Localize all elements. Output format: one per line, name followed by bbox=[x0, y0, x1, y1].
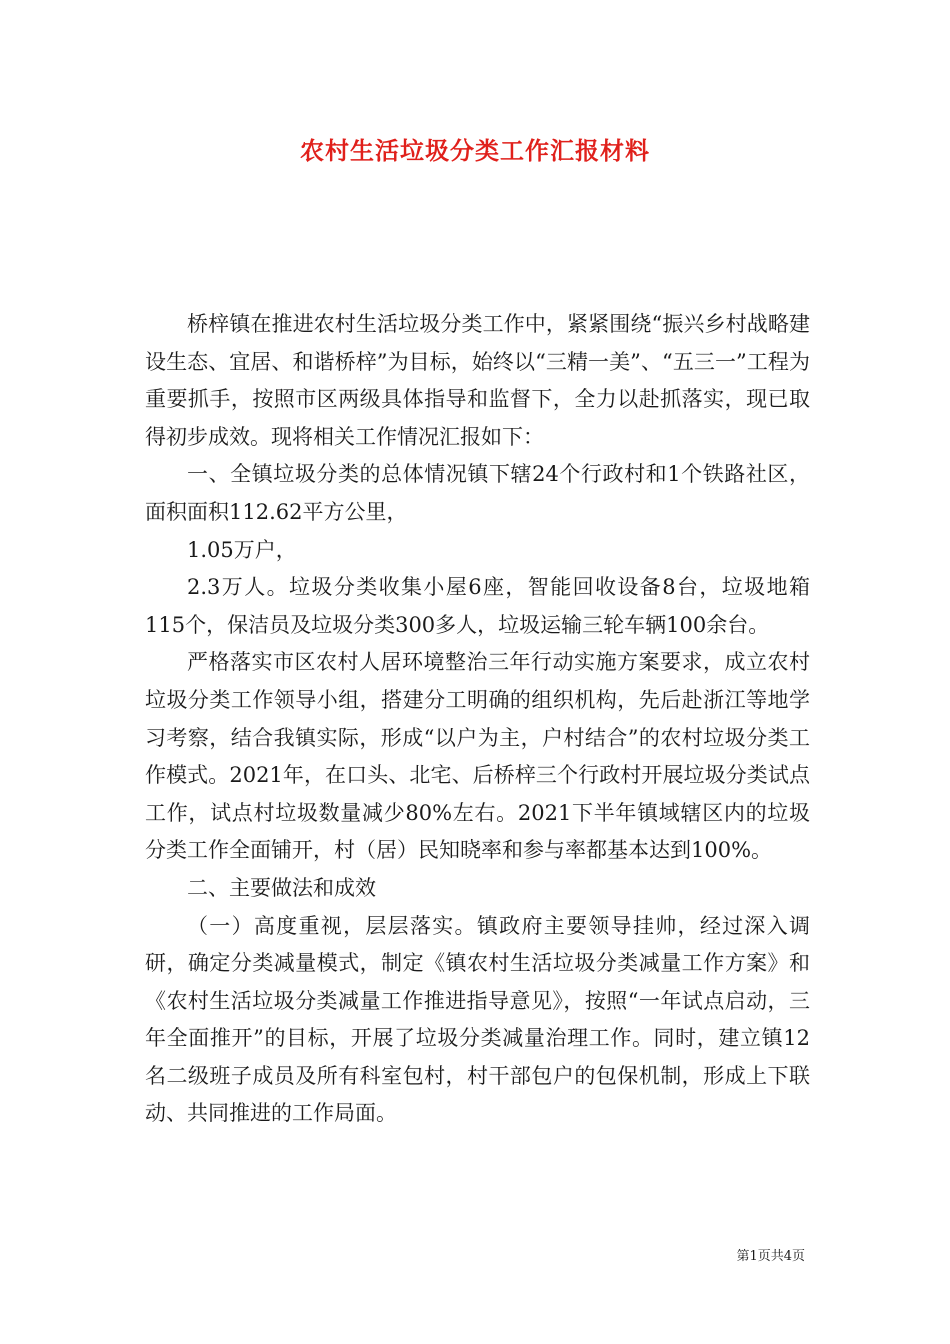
paragraph-intro: 桥梓镇在推进农村生活垃圾分类工作中，紧紧围绕“振兴乡村战略建设生态、宜居、和谐桥梓”为目标，始终以“三精一美”、“五三一”工程为重要抓手，按照市区两级具体指导和监督下，全力以赴抓落实，现已取得初步成效。现将相关工作情况汇报如下： bbox=[145, 312, 810, 449]
page-number: 第1页共4页 bbox=[736, 1249, 805, 1264]
paragraph-overview: 一、全镇垃圾分类的总体情况镇下辖24个行政村和1个铁路社区，面积面积112.62平方公里， bbox=[145, 462, 810, 524]
paragraph-implementation: 严格落实市区农村人居环境整治三年行动实施方案要求，成立农村垃圾分类工作领导小组，搭建分工明确的组织机构，先后赴浙江等地学习考察，结合我镇实际，形成“以户为主，户村结合”的农村垃圾分类工作模式。2021年，在口头、北宅、后桥梓三个行政村开展垃圾分类试点工作，试点村垃圾数量减少80%左右。2021下半年镇域辖区内的垃圾分类工作全面铺开，村（居）民知晓率和参与率都基本达到100%。 bbox=[145, 650, 810, 863]
section-heading-methods: 二、主要做法和成效 bbox=[187, 875, 376, 900]
paragraph-households: 1.05万户， bbox=[187, 537, 297, 562]
document-body bbox=[145, 306, 810, 1133]
paragraph-population: 2.3万人。垃圾分类收集小屋6座，智能回收设备8台，垃圾地箱115个，保洁员及垃圾分类300多人，垃圾运输三轮车辆100余台。 bbox=[145, 575, 810, 637]
document-title: 农村生活垃圾分类工作汇报材料 bbox=[300, 136, 650, 165]
paragraph-leadership: （一）高度重视，层层落实。镇政府主要领导挂帅，经过深入调研，确定分类减量模式，制定《镇农村生活垃圾分类减量工作方案》和《农村生活垃圾分类减量工作推进指导意见》，按照“一年试点启动，三年全面推开”的目标，开展了垃圾分类减量治理工作。同时，建立镇12名二级班子成员及所有科室包村，村干部包户的包保机制，形成上下联动、共同推进的工作局面。 bbox=[145, 913, 810, 1126]
